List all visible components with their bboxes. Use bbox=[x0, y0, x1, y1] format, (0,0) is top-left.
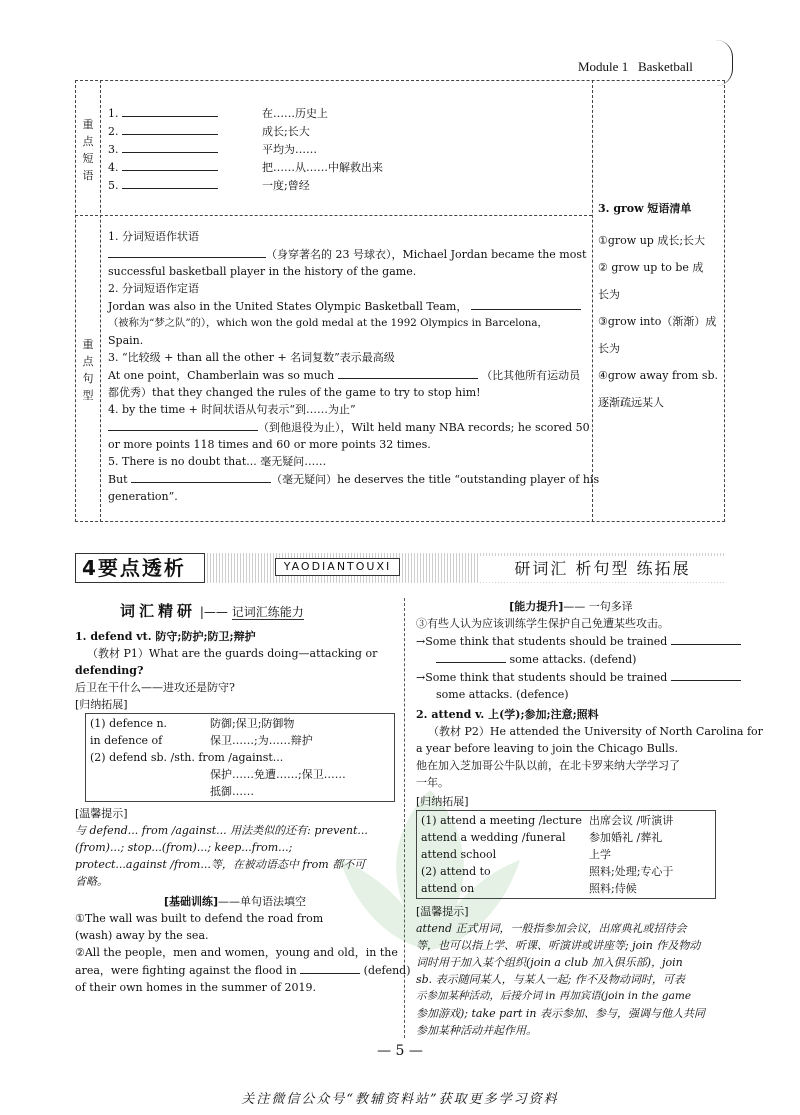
sentence-line: But （毫无疑问）he deserves the title “outstanding player of his bbox=[108, 470, 588, 488]
grow-box-title: 3. grow 短语清单 bbox=[598, 202, 692, 215]
phrases-list bbox=[108, 104, 383, 194]
exercise-line: ②All the people，men and women，young and old，in the bbox=[75, 946, 398, 959]
grow-line: ③grow into（渐渐）成 bbox=[598, 315, 717, 328]
sentence-line: 都优秀）that they changed the rules of the game to try to stop him! bbox=[108, 386, 481, 399]
sentence-line: 5. There is no doubt that... 毫无疑问…… bbox=[108, 455, 327, 468]
ability-heading: [能力提升]—— 一句多译 bbox=[509, 600, 633, 613]
phrase-row: 5. 一度;曾经 bbox=[108, 176, 383, 194]
sentence-line: （身穿著名的 23 号球衣），Michael Jordan became the most bbox=[108, 245, 588, 263]
tip-line: 省略。 bbox=[75, 875, 108, 888]
guina-tag: [归纳拓展] bbox=[416, 795, 469, 808]
basic-training-heading: [基础训练]——单句语法填空 bbox=[163, 895, 307, 908]
tip-line: 参加某种活动并起作用。 bbox=[416, 1024, 537, 1037]
expansion-row: 抵御…… bbox=[210, 785, 254, 798]
sentence-line: （到他退役为止），Wilt held many NBA records; he scored 50 bbox=[108, 418, 588, 436]
exercise-line: area，were fighting against the flood in (defend) bbox=[75, 961, 395, 979]
tip-line: 与 defend... from /against... 用法类似的还有: prevent... bbox=[75, 824, 368, 837]
table-row-divider bbox=[75, 215, 592, 216]
sentence-line: 1. 分词短语作状语 bbox=[108, 230, 199, 243]
ability-line: ③有些人认为应该训练学生保护自己免遭某些攻击。 bbox=[416, 617, 669, 630]
attend-example-line: 一年。 bbox=[416, 776, 449, 789]
grow-phrase-box bbox=[598, 200, 720, 416]
tip-tag: [温馨提示] bbox=[75, 807, 128, 820]
section-banner-title: 4要点透析 bbox=[75, 553, 205, 583]
defend-expansion-box bbox=[85, 713, 395, 802]
tip-line: 参加游戏); take part in 表示参加、参与，强调与他人共同 bbox=[416, 1007, 706, 1020]
sentence-line: 4. by the time + 时间状语从句表示“到……为止” bbox=[108, 403, 356, 416]
sentence-line: generation”. bbox=[108, 490, 178, 503]
table-divider-left bbox=[100, 80, 101, 522]
ability-line: →Some think that students should be trained bbox=[416, 632, 726, 650]
page-number: — 5 — bbox=[377, 1043, 423, 1059]
tip-line: sb. 表示随同某人，与某人一起; 作不及物动词时，可表 bbox=[416, 973, 685, 986]
tip-tag: [温馨提示] bbox=[416, 905, 469, 918]
sentence-line: Spain. bbox=[108, 334, 144, 347]
guina-tag: [归纳拓展] bbox=[75, 698, 128, 711]
grow-line: 长为 bbox=[598, 288, 620, 301]
expansion-row: attend school 上学 bbox=[421, 848, 611, 861]
expansion-row: in defence of 保卫……;为……辩护 bbox=[90, 734, 313, 747]
defend-example-line: defending? bbox=[75, 664, 144, 677]
phrase-row: 2. 成长;长大 bbox=[108, 122, 383, 140]
header-title: Module 1 Basketball bbox=[578, 59, 693, 74]
defend-example-line: 后卫在干什么——进攻还是防守? bbox=[75, 681, 235, 694]
phrase-row: 3. 平均为…… bbox=[108, 140, 383, 158]
tip-line: 示参加某种活动，后接介词 in 再加宾语(join in the game bbox=[416, 990, 692, 1002]
attend-title: 2. attend v. 上(学);参加;注意;照料 bbox=[416, 708, 599, 721]
attend-example-line: （教材 P2）He attended the University of North Carolina for bbox=[428, 725, 763, 738]
sentence-line: At one point，Chamberlain was so much （比其他所有运动员 bbox=[108, 366, 588, 384]
footer-note: 关注微信公众号“教辅资料站”获取更多学习资料 bbox=[241, 1092, 559, 1107]
sentence-line: 2. 分词短语作定语 bbox=[108, 282, 199, 295]
grow-line: ①grow up 成长;长大 bbox=[598, 234, 706, 247]
tip-line: attend 正式用词，一般指参加会议，出席典礼或招待会 bbox=[416, 922, 687, 935]
expansion-row: (1) attend a meeting /lecture 出席会议 /听演讲 bbox=[421, 814, 674, 827]
expansion-row: 保护……免遭……;保卫…… bbox=[210, 768, 346, 781]
defend-title: 1. defend vt. 防守;防护;防卫;辩护 bbox=[75, 630, 256, 643]
ability-line: →Some think that students should be trained bbox=[416, 668, 726, 686]
expansion-row: attend on 照料;侍候 bbox=[421, 882, 637, 895]
expansion-row: (1) defence n. 防御;保卫;防御物 bbox=[90, 717, 295, 730]
attend-example-line: 他在加入芝加哥公牛队以前，在北卡罗来纳大学学习了 bbox=[416, 759, 680, 772]
exercise-line: of their own homes in the summer of 2019. bbox=[75, 981, 317, 994]
sentence-line: or more points 118 times and 60 or more points 32 times. bbox=[108, 438, 431, 451]
sentence-line: Jordan was also in the United States Olympic Basketball Team， bbox=[108, 297, 588, 315]
tip-line: protect...against /from...等，在被动语态中 from 都不可 bbox=[75, 858, 366, 871]
sentence-line: successful basketball player in the history of the game. bbox=[108, 265, 417, 278]
grow-line: 长为 bbox=[598, 342, 620, 355]
attend-expansion-box bbox=[416, 810, 716, 899]
grow-line: 逐渐疏远某人 bbox=[598, 396, 664, 409]
vocab-defend bbox=[75, 628, 411, 996]
phrase-row: 1. 在……历史上 bbox=[108, 104, 383, 122]
table-divider-right bbox=[592, 80, 593, 522]
section-banner-subtitle: 研词汇 析句型 练拓展 bbox=[480, 556, 725, 582]
phrase-row: 4. 把……从……中解救出来 bbox=[108, 158, 383, 176]
exercise-line: (wash) away by the sea. bbox=[75, 929, 209, 942]
tip-line: 等，也可以指上学、听课、听演讲或讲座等; join 作及物动 bbox=[416, 939, 701, 952]
defend-example-line: （教材 P1）What are the guards doing—attacking or bbox=[87, 647, 378, 660]
sentence-line: （被称为“梦之队”的），which won the gold medal at the 1992 Olympics in Barcelona， bbox=[108, 317, 548, 329]
tip-line: (from)...; stop...(from)...; keep...from...; bbox=[75, 841, 293, 854]
ability-line: some attacks. (defence) bbox=[436, 688, 569, 701]
phrases-label: 重点短语 bbox=[82, 118, 94, 182]
sentences-list bbox=[108, 228, 600, 505]
tip-line: 词时用于加入某个组织(join a club 加入俱乐部)，join bbox=[416, 956, 683, 969]
grow-line: ④grow away from sb. bbox=[598, 369, 719, 382]
attend-example-line: a year before leaving to join the Chicago Bulls. bbox=[416, 742, 678, 755]
grow-line: ② grow up to be 成 bbox=[598, 261, 704, 274]
expansion-row: (2) defend sb. /sth. from /against... bbox=[90, 751, 284, 764]
sentence-line: 3. “比较级 + than all the other + 名词复数”表示最高级 bbox=[108, 351, 395, 364]
expansion-row: (2) attend to 照料;处理;专心于 bbox=[421, 865, 674, 878]
vocab-heading: 词汇精研 |—— 记词汇练能力 bbox=[120, 602, 304, 620]
sentences-label: 重点句型 bbox=[82, 338, 94, 402]
right-column bbox=[416, 598, 763, 1039]
ability-line: some attacks. (defend) bbox=[416, 650, 726, 668]
expansion-row: attend a wedding /funeral 参加婚礼 /葬礼 bbox=[421, 831, 663, 844]
section-banner-pinyin: YAODIANTOUXI bbox=[275, 558, 400, 576]
exercise-line: ①The wall was built to defend the road from bbox=[75, 912, 324, 925]
